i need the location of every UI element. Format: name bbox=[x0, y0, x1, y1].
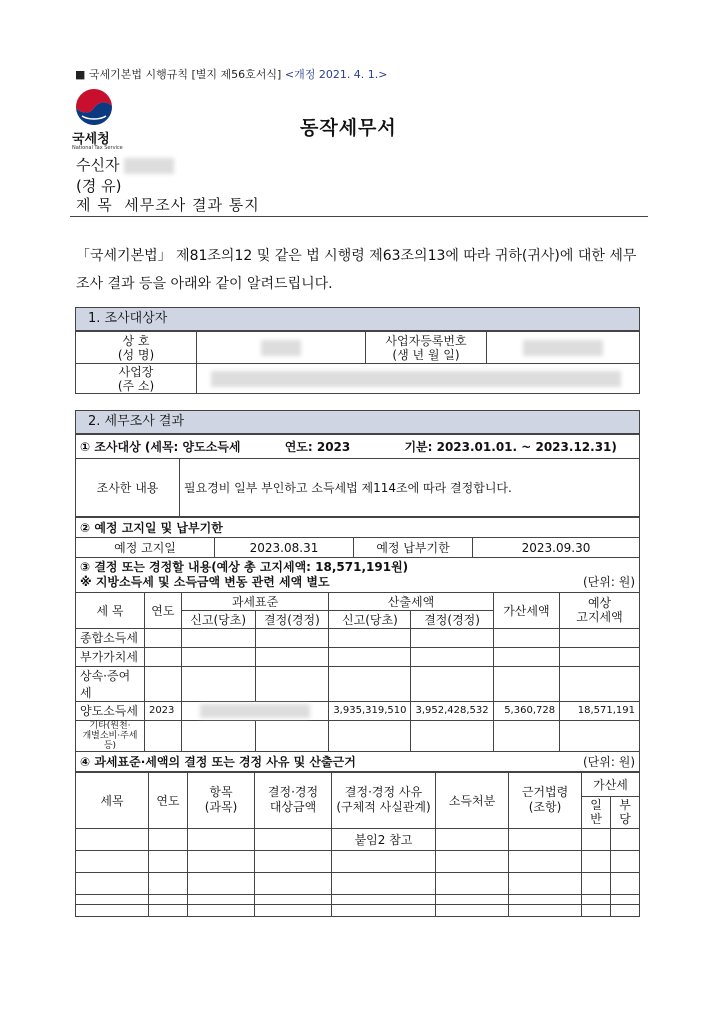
row-other-1: 기타(원천· bbox=[89, 720, 131, 731]
cell bbox=[188, 850, 255, 872]
section-result bbox=[75, 410, 640, 917]
recipient-redacted bbox=[124, 158, 174, 174]
cell bbox=[582, 850, 611, 872]
base-redacted-cell bbox=[181, 701, 329, 720]
bcol-account-2: (과목) bbox=[204, 800, 238, 814]
cell bbox=[411, 720, 493, 751]
name-label-1: 상 호 bbox=[122, 333, 150, 348]
cell bbox=[436, 894, 509, 916]
col-year: 연도 bbox=[144, 592, 181, 628]
bcol-reason bbox=[332, 772, 436, 828]
cell bbox=[493, 628, 559, 647]
via-label: (경 유) bbox=[76, 177, 122, 195]
cell bbox=[329, 720, 411, 751]
basis-head-flex bbox=[80, 753, 635, 770]
cell bbox=[255, 628, 329, 647]
divider bbox=[70, 216, 648, 217]
col-calc: 산출세액 bbox=[329, 592, 493, 610]
col-base-report: 신고(당초) bbox=[181, 610, 255, 628]
col-calc-report: 신고(당초) bbox=[329, 610, 411, 628]
cell bbox=[436, 828, 509, 850]
notice-date: 2023.08.31 bbox=[215, 538, 354, 558]
cell bbox=[144, 628, 181, 647]
col-tax-item: 세 목 bbox=[76, 592, 145, 628]
cell bbox=[509, 894, 582, 916]
section-1-title: 1. 조사대상자 bbox=[75, 307, 640, 331]
bcol-amount-1: 결정·경정 bbox=[267, 785, 319, 799]
cell bbox=[611, 850, 640, 872]
table-row bbox=[76, 720, 640, 751]
bcol-law bbox=[509, 772, 582, 828]
decision-note: ※ 지방소득세 및 소득금액 변동 관련 세액 별도 bbox=[80, 574, 330, 589]
cell bbox=[560, 666, 640, 701]
target-row bbox=[76, 435, 640, 459]
bizno-value bbox=[487, 332, 640, 364]
cell bbox=[149, 894, 188, 916]
cell bbox=[76, 872, 149, 894]
bcol-year: 연도 bbox=[149, 772, 188, 828]
basis-reference: 붙임2 참고 bbox=[332, 828, 436, 850]
col-expected-2: 고지세액 bbox=[576, 610, 623, 624]
cell bbox=[255, 666, 329, 701]
cell bbox=[144, 647, 181, 666]
cell bbox=[493, 647, 559, 666]
table-row bbox=[76, 701, 640, 720]
row-calc-report: 3,935,319,510 bbox=[329, 701, 411, 720]
cell bbox=[76, 828, 149, 850]
bcol-law-1: 근거법령 bbox=[521, 785, 569, 799]
cell bbox=[255, 894, 332, 916]
col-expected bbox=[560, 592, 640, 628]
content-label: 조사한 내용 bbox=[76, 459, 180, 517]
cell bbox=[509, 850, 582, 872]
cell bbox=[255, 720, 329, 751]
cell bbox=[582, 894, 611, 916]
cell bbox=[560, 628, 640, 647]
subject-table bbox=[75, 331, 640, 394]
section-subject bbox=[75, 307, 640, 394]
bcol-unfair-1: 부 bbox=[619, 798, 631, 812]
cell bbox=[329, 666, 411, 701]
cell bbox=[255, 872, 332, 894]
row-item: 양도소득세 bbox=[76, 701, 145, 720]
notice-date-label: 예정 고지일 bbox=[76, 538, 215, 558]
table-row bbox=[76, 666, 640, 701]
cell bbox=[411, 666, 493, 701]
agency-name: 국세청 bbox=[72, 132, 110, 147]
bcol-account bbox=[188, 772, 255, 828]
row-other-2: 개별소비·주세등) bbox=[82, 730, 138, 751]
table-row bbox=[76, 894, 640, 916]
bcol-amount-2: 대상금액 bbox=[269, 800, 317, 814]
name-label-2: (성 명) bbox=[117, 347, 155, 362]
cell bbox=[560, 720, 640, 751]
notice-head: ② 예정 고지일 및 납부기한 bbox=[76, 518, 640, 538]
table-row bbox=[76, 628, 640, 647]
cell bbox=[255, 647, 329, 666]
cell bbox=[188, 894, 255, 916]
target-period: 기분: 2023.01.01. ~ 2023.12.31) bbox=[404, 440, 617, 454]
col-base-decided: 결정(경정) bbox=[255, 610, 329, 628]
cell bbox=[332, 872, 436, 894]
bcol-general-2: 반 bbox=[590, 812, 602, 826]
cell bbox=[611, 894, 640, 916]
basis-head: ④ 과세표준·세액의 결정 또는 경정 사유 및 산출근거 bbox=[80, 754, 356, 769]
nts-emblem-icon bbox=[70, 86, 118, 126]
cell bbox=[144, 666, 181, 701]
cell bbox=[436, 850, 509, 872]
bcol-income: 소득처분 bbox=[436, 772, 509, 828]
bcol-account-1: 항목 bbox=[209, 785, 233, 799]
amendment-date: <개정 2021. 4. 1.> bbox=[284, 68, 388, 81]
cell bbox=[611, 872, 640, 894]
cell bbox=[144, 720, 181, 751]
col-expected-1: 예상 bbox=[587, 596, 612, 610]
cell bbox=[181, 628, 255, 647]
address-label-1: 사업장 bbox=[118, 364, 154, 379]
bcol-add-tax: 가산세 bbox=[582, 772, 640, 796]
bcol-unfair bbox=[611, 796, 640, 828]
basis-head-row bbox=[76, 751, 640, 771]
bizno-redacted bbox=[523, 340, 603, 356]
subject-text: 세무조사 결과 통지 bbox=[124, 196, 260, 214]
decision-note-row bbox=[80, 575, 635, 590]
bizno-label-1: 사업자등록번호 bbox=[385, 333, 467, 348]
cell bbox=[611, 828, 640, 850]
bcol-general-1: 일 bbox=[590, 798, 602, 812]
cell bbox=[76, 850, 149, 872]
row-year: 2023 bbox=[144, 701, 181, 720]
cell bbox=[76, 894, 149, 916]
table-row bbox=[76, 850, 640, 872]
name-label bbox=[76, 332, 197, 364]
row-item: 부가가치세 bbox=[76, 647, 145, 666]
bcol-amount bbox=[255, 772, 332, 828]
basis-unit: (단위: 원) bbox=[583, 754, 635, 769]
due-date: 2023.09.30 bbox=[473, 538, 640, 558]
office-title: 동작세무서 bbox=[300, 117, 397, 139]
bcol-reason-1: 결정·경정 사유 bbox=[344, 785, 423, 799]
cell bbox=[493, 720, 559, 751]
bcol-law-2: (조항) bbox=[528, 800, 562, 814]
col-base: 과세표준 bbox=[181, 592, 329, 610]
form-ref-text: ■ 국세기본법 시행규칙 [별지 제56호서식] bbox=[75, 68, 282, 81]
cell bbox=[582, 872, 611, 894]
cell bbox=[181, 666, 255, 701]
cell bbox=[509, 872, 582, 894]
decision-table bbox=[75, 592, 640, 772]
cell bbox=[493, 666, 559, 701]
bizno-label-2: (생 년 월 일) bbox=[392, 347, 460, 362]
name-value bbox=[197, 332, 366, 364]
cell bbox=[332, 894, 436, 916]
cell bbox=[509, 828, 582, 850]
target-table bbox=[75, 434, 640, 517]
subject-label: 제 목 bbox=[76, 196, 113, 214]
table-row bbox=[76, 872, 640, 894]
target-year: 연도: 2023 bbox=[284, 440, 351, 454]
cell bbox=[149, 828, 188, 850]
basis-table bbox=[75, 772, 640, 917]
cell bbox=[255, 828, 332, 850]
decision-head bbox=[76, 558, 640, 592]
row-calc-decided: 3,952,428,532 bbox=[411, 701, 493, 720]
cell bbox=[560, 647, 640, 666]
subject-line bbox=[76, 194, 260, 215]
unit-label: (단위: 원) bbox=[583, 574, 635, 589]
bcol-item: 세목 bbox=[76, 772, 149, 828]
bcol-unfair-2: 당 bbox=[619, 812, 631, 826]
recipient-line bbox=[76, 154, 174, 175]
row-other bbox=[76, 720, 145, 751]
cell bbox=[332, 850, 436, 872]
row-item: 상속·증여세 bbox=[76, 666, 145, 701]
bcol-general bbox=[582, 796, 611, 828]
address-label-2: (주 소) bbox=[117, 378, 155, 393]
cell bbox=[181, 647, 255, 666]
cell bbox=[329, 628, 411, 647]
section-2-title: 2. 세무조사 결과 bbox=[75, 410, 640, 434]
recipient-label: 수신자 bbox=[76, 156, 120, 174]
address-label bbox=[76, 364, 197, 394]
decision-title: ③ 결정 또는 경정할 내용(예상 총 고지세액: 18,571,191원) bbox=[80, 559, 409, 574]
bizno-label bbox=[366, 332, 487, 364]
notice-table bbox=[75, 517, 640, 592]
cell bbox=[411, 628, 493, 647]
row-item: 종합소득세 bbox=[76, 628, 145, 647]
table-row bbox=[76, 647, 640, 666]
target-label: ① 조사대상 (세목: 양도소득세 bbox=[80, 440, 241, 454]
form-reference bbox=[75, 66, 388, 82]
address-redacted bbox=[211, 371, 621, 387]
cell bbox=[582, 828, 611, 850]
col-calc-decided: 결정(경정) bbox=[411, 610, 493, 628]
row-penalty: 5,360,728 bbox=[493, 701, 559, 720]
cell bbox=[188, 828, 255, 850]
col-penalty: 가산세액 bbox=[493, 592, 559, 628]
cell bbox=[149, 872, 188, 894]
cell bbox=[411, 647, 493, 666]
bcol-reason-2: (구체적 사실관계) bbox=[336, 800, 431, 814]
cell bbox=[188, 872, 255, 894]
content-text: 필요경비 일부 부인하고 소득세법 제114조에 따라 결정합니다. bbox=[180, 459, 640, 517]
cell bbox=[255, 850, 332, 872]
base-redacted bbox=[200, 704, 310, 718]
intro-paragraph: 「국세기본법」 제81조의12 및 같은 법 시행령 제63조의13에 따라 귀하(귀사)에 대한 세무조사 결과 등을 아래와 같이 알려드립니다. bbox=[76, 248, 637, 292]
name-redacted bbox=[261, 340, 301, 356]
cell bbox=[181, 720, 255, 751]
cell bbox=[329, 647, 411, 666]
table-row bbox=[76, 828, 640, 850]
cell bbox=[436, 872, 509, 894]
agency-name-en: National Tax Service bbox=[72, 145, 123, 151]
row-expected: 18,571,191 bbox=[560, 701, 640, 720]
due-date-label: 예정 납부기한 bbox=[354, 538, 473, 558]
cell bbox=[149, 850, 188, 872]
address-value bbox=[197, 364, 640, 394]
